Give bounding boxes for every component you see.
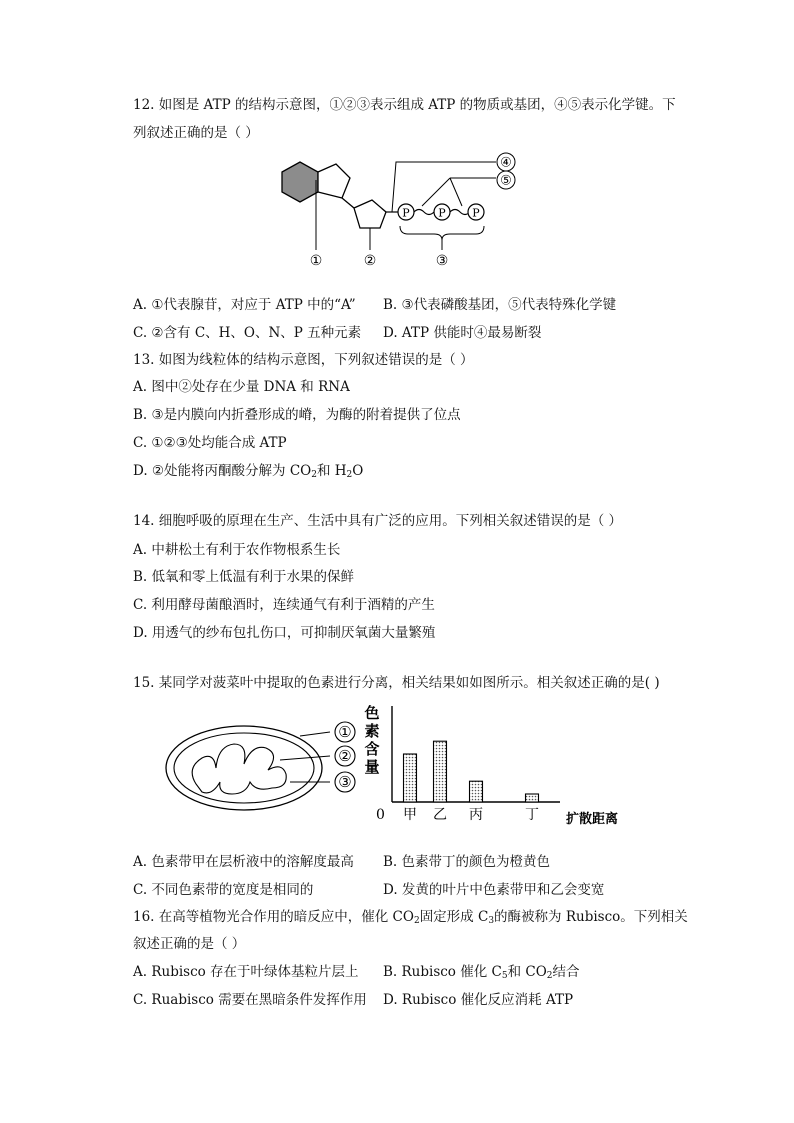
y-label-char: 色: [364, 704, 380, 722]
q14-option-d: D. 用透气的纱布包扎伤口，可抑制厌氧菌大量繁殖: [133, 625, 436, 641]
chloroplast-diagram: [160, 716, 370, 816]
y-axis-label: [363, 704, 379, 776]
q14-stem: 14. 细胞呼吸的原理在生产、生活中具有广泛的应用。下列相关叙述错误的是（ ）: [133, 513, 623, 529]
origin-label: 0: [376, 807, 385, 823]
bar-甲: [404, 754, 417, 802]
tick-label-乙: 乙: [433, 807, 447, 823]
q16-option-a: A. Rubisco 存在于叶绿体基粒片层上: [133, 964, 359, 980]
q13-option-d: D. ②处能将丙酮酸分解为 $CO_2$和 $H_2O$: [133, 463, 364, 480]
pigment-bar-chart: [360, 702, 630, 830]
atp-structure-diagram: [270, 150, 530, 272]
label-4: ④: [500, 155, 512, 171]
phosphate-1-label: P: [402, 206, 410, 220]
q13-stem: 13. 如图为线粒体的结构示意图，下列叙述错误的是（ ）: [133, 352, 474, 368]
q14-option-c: C. 利用酵母菌酿酒时，连续通气有利于酒精的产生: [133, 597, 435, 613]
q15-option-b: B. 色素带丁的颜色为橙黄色: [383, 854, 551, 870]
label-5: ⑤: [500, 173, 512, 189]
q12-option-b: B. ③代表磷酸基团，⑤代表特殊化学键: [383, 297, 617, 313]
label-2: ②: [363, 253, 377, 269]
q16-option-b: B. Rubisco 催化 $C_5$和 $CO_2$结合: [383, 964, 580, 981]
y-label-char: 含: [364, 740, 380, 758]
q16-stem-line1: 16. 在高等植物光合作用的暗反应中，催化 $CO_2$固定形成 $C_3$的酶被称为 Rubisco。下列相关: [133, 909, 688, 926]
adenine-pentagon: [318, 164, 350, 198]
q12-option-c: C. ②含有 C、H、O、N、P 五种元素: [133, 325, 362, 341]
bar-丙: [470, 781, 483, 802]
bar-丁: [526, 794, 539, 802]
tick-label-甲: 甲: [403, 807, 417, 823]
q14-option-a: A. 中耕松土有利于农作物根系生长: [133, 542, 341, 558]
tick-label-丁: 丁: [525, 807, 539, 823]
ribose-pentagon: [354, 200, 386, 228]
q13-option-a: A. 图中②处存在少量 DNA 和 RNA: [133, 379, 350, 395]
phosphate-3-label: P: [472, 206, 480, 220]
phosphate-2-label: P: [438, 206, 446, 220]
label-3: ③: [435, 253, 449, 269]
adenine-hexagon: [282, 162, 318, 202]
q15-stem: 15. 某同学对菠菜叶中提取的色素进行分离，相关结果如如图所示。相关叙述正确的是( ): [133, 675, 660, 691]
tick-label-丙: 丙: [469, 807, 483, 823]
mito-label-3: ③: [338, 773, 352, 791]
bar-乙: [434, 741, 447, 802]
q15-option-a: A. 色素带甲在层析液中的溶解度最高: [133, 854, 354, 870]
x-axis-label: 扩散距离: [566, 812, 619, 827]
q14-option-b: B. 低氧和零上低温有利于水果的保鲜: [133, 569, 355, 585]
y-label-char: 量: [364, 758, 380, 776]
q15-option-c: C. 不同色素带的宽度是相同的: [133, 882, 314, 898]
label-1: ①: [309, 253, 323, 269]
q12-stem-line2: 列叙述正确的是（ ）: [133, 125, 259, 141]
q15-option-d: D. 发黄的叶片中色素带甲和乙会变宽: [383, 882, 605, 898]
q13-option-b: B. ③是内膜向内折叠形成的嵴，为酶的附着提供了位点: [133, 407, 461, 423]
q16-option-c: C. Ruabisco 需要在黑暗条件发挥作用: [133, 992, 367, 1008]
q12-option-a: A. ①代表腺苷，对应于 ATP 中的“A”: [133, 297, 356, 313]
mito-label-2: ②: [338, 747, 352, 765]
q12-option-d: D. ATP 供能时④最易断裂: [383, 325, 542, 341]
q16-stem-line2: 叙述正确的是（ ）: [133, 936, 246, 952]
q12-stem-line1: 12. 如图是 ATP 的结构示意图，①②③表示组成 ATP 的物质或基团，④⑤表示化学键。下: [133, 97, 676, 113]
y-label-char: 素: [364, 722, 380, 740]
q16-option-d: D. Rubisco 催化反应消耗 ATP: [383, 992, 574, 1008]
q13-option-c: C. ①②③处均能合成 ATP: [133, 435, 287, 451]
mito-label-1: ①: [338, 723, 352, 741]
